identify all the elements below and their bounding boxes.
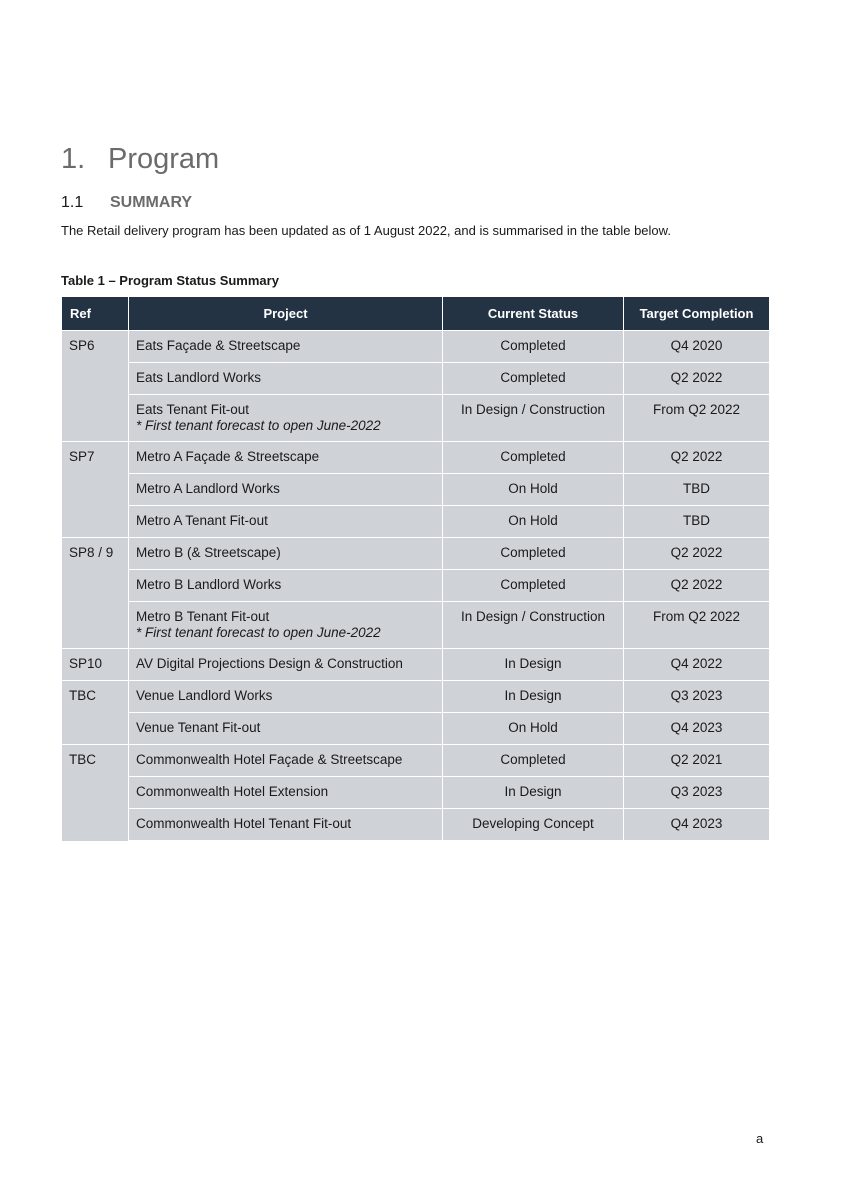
table-row bbox=[62, 570, 770, 602]
project-cell bbox=[129, 681, 443, 713]
status-cell: Completed bbox=[443, 570, 624, 602]
table-row bbox=[62, 777, 770, 809]
project-name: Commonwealth Hotel Tenant Fit-out bbox=[136, 816, 352, 831]
target-cell: Q4 2023 bbox=[624, 809, 770, 841]
section-title: Program bbox=[108, 143, 220, 175]
table-row bbox=[62, 506, 770, 538]
table-row bbox=[62, 809, 770, 841]
status-cell: Completed bbox=[443, 538, 624, 570]
target-cell: Q4 2020 bbox=[624, 331, 770, 363]
page-number: a bbox=[756, 1131, 764, 1146]
target-cell: Q2 2022 bbox=[624, 538, 770, 570]
project-name: Commonwealth Hotel Extension bbox=[136, 784, 329, 799]
status-cell: Completed bbox=[443, 331, 624, 363]
project-cell bbox=[129, 649, 443, 681]
ref-cell: SP7 bbox=[62, 442, 129, 538]
project-name: Venue Landlord Works bbox=[136, 688, 273, 703]
project-name: Metro A Façade & Streetscape bbox=[136, 449, 320, 464]
status-cell: Completed bbox=[443, 745, 624, 777]
section-heading bbox=[61, 143, 219, 176]
table-row bbox=[62, 681, 770, 713]
table-header-row bbox=[62, 297, 770, 331]
ref-cell: SP8 / 9 bbox=[62, 538, 129, 649]
table-row bbox=[62, 331, 770, 363]
status-cell: On Hold bbox=[443, 506, 624, 538]
table-row bbox=[62, 442, 770, 474]
target-cell: Q2 2022 bbox=[624, 570, 770, 602]
ref-cell: TBC bbox=[62, 681, 129, 745]
intro-paragraph: The Retail delivery program has been updated as of 1 August 2022, and is summarised in the table below. bbox=[61, 223, 671, 238]
column-header-project: Project bbox=[129, 297, 443, 331]
status-cell: In Design / Construction bbox=[443, 602, 624, 649]
project-name: Metro A Landlord Works bbox=[136, 481, 280, 496]
project-name: Eats Tenant Fit-out bbox=[136, 402, 250, 417]
target-cell: From Q2 2022 bbox=[624, 395, 770, 442]
project-name: Venue Tenant Fit-out bbox=[136, 720, 261, 735]
project-name: Metro B Landlord Works bbox=[136, 577, 282, 592]
project-cell bbox=[129, 363, 443, 395]
project-name: Metro B Tenant Fit-out bbox=[136, 609, 270, 624]
status-cell: Completed bbox=[443, 442, 624, 474]
project-cell bbox=[129, 395, 443, 442]
target-cell: Q4 2022 bbox=[624, 649, 770, 681]
project-name: Metro A Tenant Fit-out bbox=[136, 513, 268, 528]
status-cell: Developing Concept bbox=[443, 809, 624, 841]
project-cell bbox=[129, 442, 443, 474]
target-cell: From Q2 2022 bbox=[624, 602, 770, 649]
project-name: AV Digital Projections Design & Construction bbox=[136, 656, 403, 671]
target-cell: Q4 2023 bbox=[624, 713, 770, 745]
table-row bbox=[62, 538, 770, 570]
project-note: * First tenant forecast to open June-2022 bbox=[136, 418, 381, 433]
subsection-heading bbox=[61, 194, 192, 212]
column-header-status: Current Status bbox=[443, 297, 624, 331]
ref-cell: TBC bbox=[62, 745, 129, 841]
table-row bbox=[62, 363, 770, 395]
table-row bbox=[62, 602, 770, 649]
status-cell: On Hold bbox=[443, 474, 624, 506]
status-cell: In Design bbox=[443, 777, 624, 809]
target-cell: TBD bbox=[624, 474, 770, 506]
target-cell: Q3 2023 bbox=[624, 777, 770, 809]
status-cell: On Hold bbox=[443, 713, 624, 745]
target-cell: Q2 2021 bbox=[624, 745, 770, 777]
project-cell bbox=[129, 602, 443, 649]
table-body bbox=[62, 331, 770, 841]
ref-cell: SP10 bbox=[62, 649, 129, 681]
project-name: Eats Façade & Streetscape bbox=[136, 338, 301, 353]
table-row bbox=[62, 649, 770, 681]
section-number: 1. bbox=[61, 143, 86, 175]
column-header-target: Target Completion bbox=[624, 297, 770, 331]
project-cell bbox=[129, 713, 443, 745]
target-cell: Q3 2023 bbox=[624, 681, 770, 713]
project-cell bbox=[129, 809, 443, 841]
table-row bbox=[62, 474, 770, 506]
table-caption: Table 1 – Program Status Summary bbox=[61, 273, 279, 288]
project-name: Commonwealth Hotel Façade & Streetscape bbox=[136, 752, 403, 767]
status-cell: In Design bbox=[443, 649, 624, 681]
column-header-ref: Ref bbox=[62, 297, 129, 331]
project-name: Metro B (& Streetscape) bbox=[136, 545, 281, 560]
status-cell: In Design bbox=[443, 681, 624, 713]
project-cell bbox=[129, 474, 443, 506]
table-row bbox=[62, 713, 770, 745]
status-cell: In Design / Construction bbox=[443, 395, 624, 442]
project-cell bbox=[129, 777, 443, 809]
project-cell bbox=[129, 331, 443, 363]
project-note: * First tenant forecast to open June-2022 bbox=[136, 625, 381, 640]
project-cell bbox=[129, 538, 443, 570]
subsection-number: 1.1 bbox=[61, 194, 84, 211]
project-cell bbox=[129, 570, 443, 602]
program-status-table bbox=[61, 297, 770, 841]
status-cell: Completed bbox=[443, 363, 624, 395]
table-row bbox=[62, 745, 770, 777]
target-cell: Q2 2022 bbox=[624, 363, 770, 395]
project-cell bbox=[129, 745, 443, 777]
subsection-title: SUMMARY bbox=[110, 194, 193, 211]
project-cell bbox=[129, 506, 443, 538]
project-name: Eats Landlord Works bbox=[136, 370, 262, 385]
target-cell: TBD bbox=[624, 506, 770, 538]
ref-cell: SP6 bbox=[62, 331, 129, 442]
target-cell: Q2 2022 bbox=[624, 442, 770, 474]
table-row bbox=[62, 395, 770, 442]
